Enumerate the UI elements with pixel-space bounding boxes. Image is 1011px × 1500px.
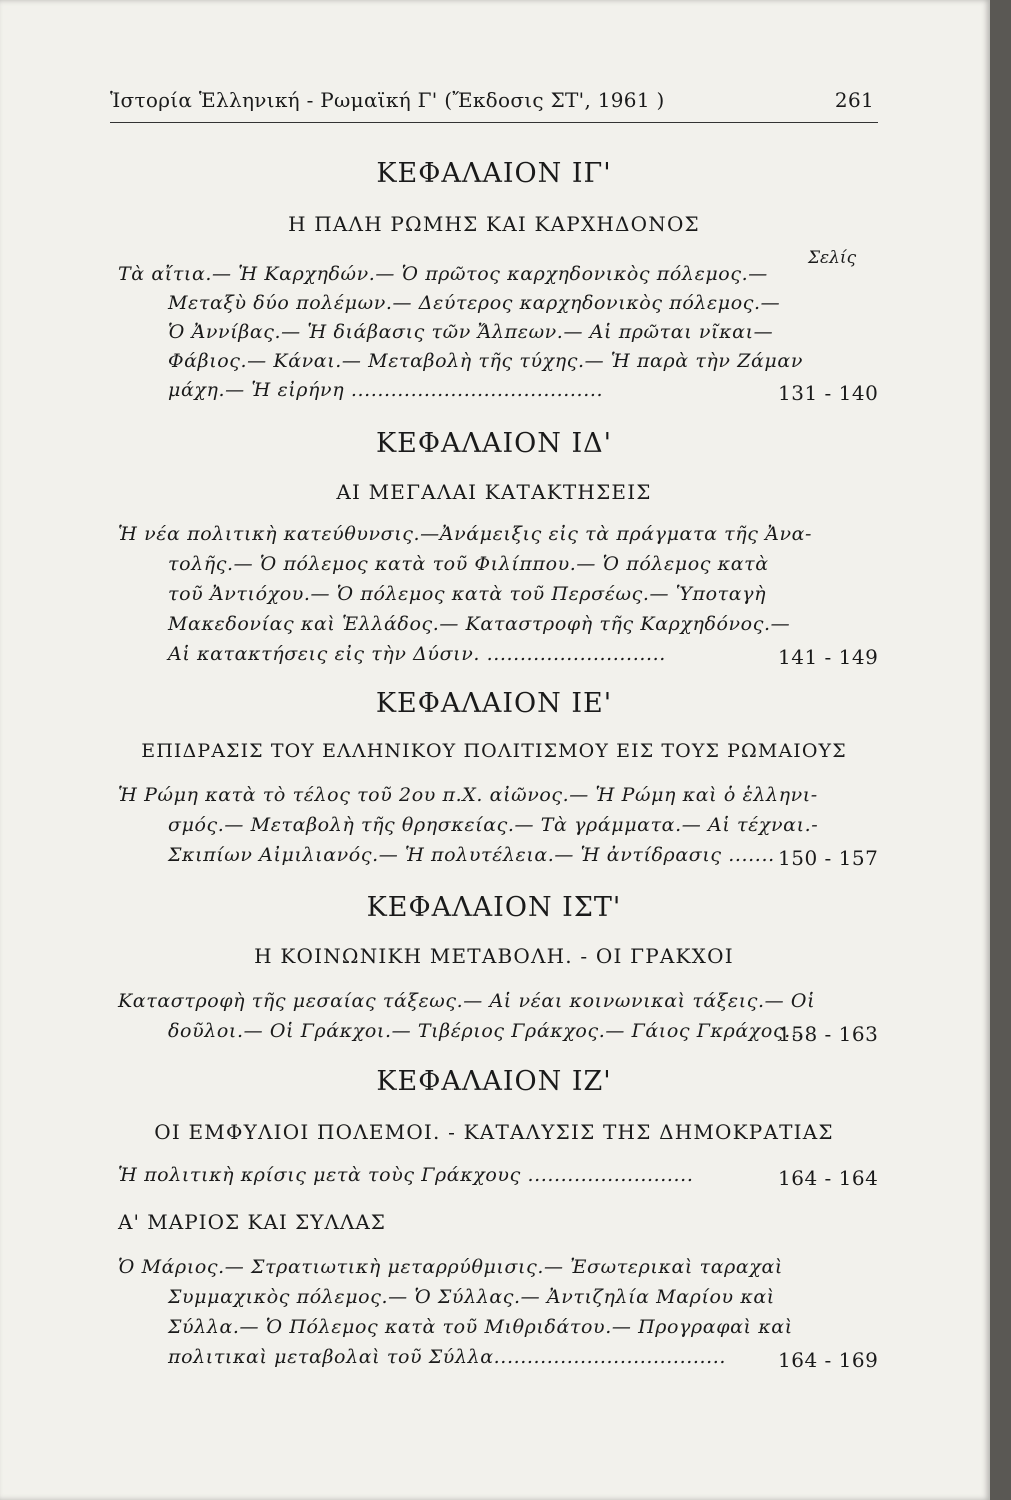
- chapter-subtitle: Η ΚΟΙΝΩΝΙΚΗ ΜΕΤΑΒΟΛΗ. - ΟΙ ΓΡΑΚΧΟΙ: [254, 944, 734, 968]
- page-range: 141 - 149: [778, 645, 879, 669]
- toc-line: δοῦλοι.— Οἱ Γράκχοι.— Τιβέριος Γράκχος.— Γάιος Γκράχος...: [168, 1020, 805, 1042]
- running-title: Ἱστορία Ἑλληνική - Ρωμαϊκή Γ' (Ἔκδοσις ΣΤ', 1961 ): [110, 88, 665, 112]
- toc-line: μάχη.— Ἡ εἰρήνη ......................................: [168, 379, 604, 401]
- toc-line: Τὰ αἴτια.— Ἡ Καρχηδών.— Ὁ πρῶτος καρχηδονικὸς πόλεμος.—: [118, 263, 768, 285]
- header-rule: [110, 122, 878, 123]
- toc-line: τολῆς.— Ὁ πόλεμος κατὰ τοῦ Φιλίππου.— Ὁ πόλεμος κατὰ: [168, 553, 769, 575]
- page-range: 150 - 157: [778, 846, 879, 870]
- toc-line: τοῦ Ἀντιόχου.— Ὁ πόλεμος κατὰ τοῦ Περσέως.— Ὑποταγὴ: [168, 583, 767, 605]
- toc-line: Μεταξὺ δύο πολέμων.— Δεύτερος καρχηδονικὸς πόλεμος.—: [168, 292, 781, 314]
- toc-line: πολιτικαὶ μεταβολαὶ τοῦ Σύλλα...................................: [168, 1346, 727, 1368]
- toc-line: Συμμαχικὸς πόλεμος.— Ὁ Σύλλας.— Ἀντιζηλία Μαρίου καὶ: [168, 1286, 775, 1308]
- page-range: 164 - 164: [778, 1166, 879, 1190]
- toc-line: Σύλλα.— Ὁ Πόλεμος κατὰ τοῦ Μιθριδάτου.— Προγραφαὶ καὶ: [168, 1316, 793, 1338]
- chapter-subtitle: Η ΠΑΛΗ ΡΩΜΗΣ ΚΑΙ ΚΑΡΧΗΔΟΝΟΣ: [288, 212, 700, 236]
- section-heading: Α' ΜΑΡΙΟΣ ΚΑΙ ΣΥΛΛΑΣ: [118, 1210, 386, 1234]
- page-range: 164 - 169: [778, 1348, 879, 1372]
- toc-line: Καταστροφὴ τῆς μεσαίας τάξεως.— Αἱ νέαι κοινωνικαὶ τάξεις.— Οἱ: [118, 990, 816, 1012]
- toc-line: Ἡ νέα πολιτικὴ κατεύθυνσις.—Ἀνάμειξις εἰς τὰ πράγματα τῆς Ἀνα-: [118, 523, 813, 545]
- toc-line: Ἡ πολιτικὴ κρίσις μετὰ τοὺς Γράκχους .........................: [118, 1164, 694, 1186]
- page-number: 261: [834, 88, 874, 112]
- chapter-heading: ΚΕΦΑΛΑΙΟΝ ΙΔ': [375, 428, 613, 459]
- toc-line: Ὁ Ἀννίβας.— Ἡ διάβασις τῶν Ἄλπεων.— Αἱ πρῶται νῖκαι—: [168, 321, 774, 343]
- toc-line: Φάβιος.— Κάναι.— Μεταβολὴ τῆς τύχης.— Ἡ παρὰ τὴν Ζάμαν: [168, 350, 803, 372]
- toc-line: Ὁ Μάριος.— Στρατιωτικὴ μεταρρύθμισις.— Ἐσωτερικαὶ ταραχαὶ: [118, 1256, 783, 1278]
- chapter-subtitle: ΑΙ ΜΕΓΑΛΑΙ ΚΑΤΑΚΤΗΣΕΙΣ: [336, 480, 652, 504]
- chapter-subtitle: ΕΠΙΔΡΑΣΙΣ ΤΟΥ ΕΛΛΗΝΙΚΟΥ ΠΟΛΙΤΙΣΜΟΥ ΕΙΣ ΤΟΥΣ ΡΩΜΑΙΟΥΣ: [141, 740, 847, 762]
- toc-line: Σκιπίων Αἰμιλιανός.— Ἡ πολυτέλεια.— Ἡ ἀντίδρασις .......: [168, 844, 775, 866]
- toc-line: Ἡ Ρώμη κατὰ τὸ τέλος τοῦ 2ου π.Χ. αἰῶνος.— Ἡ Ρώμη καὶ ὁ ἑλληνι-: [118, 784, 818, 806]
- chapter-heading: ΚΕΦΑΛΑΙΟΝ ΙΣΤ': [366, 892, 622, 923]
- running-header: [110, 88, 878, 112]
- page-range: 131 - 140: [778, 381, 879, 405]
- chapter-heading: ΚΕΦΑΛΑΙΟΝ ΙΕ': [375, 688, 613, 719]
- chapter-heading: ΚΕΦΑΛΑΙΟΝ ΙΖ': [376, 1066, 612, 1097]
- toc-line: σμός.— Μεταβολὴ τῆς θρησκείας.— Τὰ γράμματα.— Αἱ τέχναι.-: [168, 814, 819, 836]
- chapter-subtitle: ΟΙ ΕΜΦΥΛΙΟΙ ΠΟΛΕΜΟΙ. - ΚΑΤΑΛΥΣΙΣ ΤΗΣ ΔΗΜΟΚΡΑΤΙΑΣ: [154, 1120, 834, 1144]
- page-column-label: Σελίς: [808, 248, 857, 268]
- toc-line: Αἱ κατακτήσεις εἰς τὴν Δύσιν. ...........................: [168, 643, 666, 665]
- page-range: 158 - 163: [778, 1022, 879, 1046]
- toc-line: Μακεδονίας καὶ Ἑλλάδος.— Καταστροφὴ τῆς Καρχηδόνος.—: [168, 613, 791, 635]
- chapter-heading: ΚΕΦΑΛΑΙΟΝ ΙΓ': [376, 158, 612, 189]
